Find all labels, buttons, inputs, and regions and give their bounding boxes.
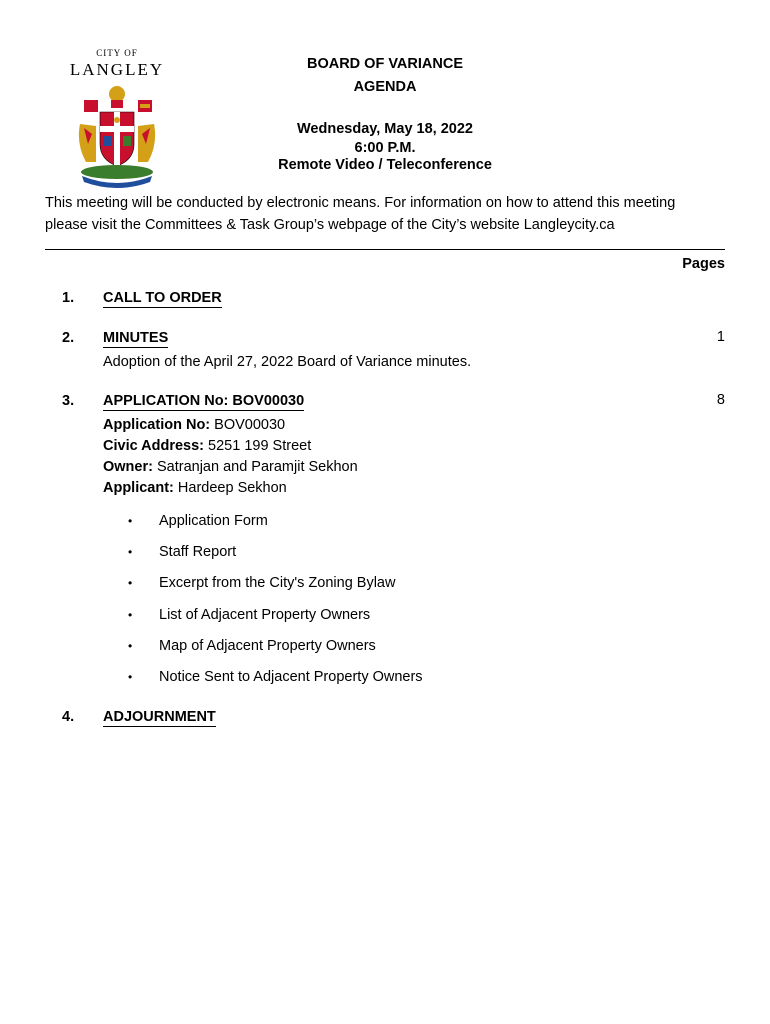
bullet-icon: • (128, 576, 133, 590)
bullet-icon: • (128, 545, 133, 559)
intro-line-1: This meeting will be conducted by electronic means. For information on how to attend this meeting (45, 195, 676, 211)
item-title-adjournment: ADJOURNMENT (103, 709, 216, 725)
detail-applicant: Applicant: Hardeep Sekhon (103, 480, 287, 496)
attachment-link[interactable]: Excerpt from the City's Zoning Bylaw (159, 575, 396, 591)
logo-city-of: CITY OF (96, 48, 138, 58)
item-number: 2. (62, 330, 75, 346)
agenda-title: AGENDA (353, 79, 417, 95)
detail-owner: Owner: Satranjan and Paramjit Sekhon (103, 459, 358, 475)
city-logo (62, 44, 172, 194)
logo-city-name: LANGLEY (69, 60, 165, 79)
bullet-icon: • (128, 608, 133, 622)
item-title-call-to-order: CALL TO ORDER (103, 290, 222, 306)
meeting-location: Remote Video / Teleconference (278, 157, 492, 173)
intro-line-2: please visit the Committees & Task Group’s webpage of the City’s website Langleycity.ca (45, 217, 615, 233)
meeting-time: 6:00 P.M. (354, 140, 416, 156)
detail-civic-address: Civic Address: 5251 199 Street (103, 438, 312, 454)
attachment-link[interactable]: Map of Adjacent Property Owners (159, 638, 376, 654)
minutes-description: Adoption of the April 27, 2022 Board of Variance minutes. (103, 354, 472, 370)
attachment-link[interactable]: List of Adjacent Property Owners (159, 607, 371, 623)
pages-header: Pages (682, 256, 725, 272)
item-title-application: APPLICATION No: BOV00030 (103, 393, 305, 409)
intro-paragraph (45, 192, 725, 236)
item-title-minutes: MINUTES (103, 330, 169, 346)
item-number: 3. (62, 393, 75, 409)
attachment-link[interactable]: Staff Report (159, 544, 237, 560)
bullet-icon: • (128, 514, 133, 528)
item-page-number: 1 (716, 329, 725, 345)
item-number: 1. (62, 290, 75, 306)
board-title: BOARD OF VARIANCE (306, 56, 463, 72)
bullet-icon: • (128, 639, 133, 653)
bullet-icon: • (128, 670, 133, 684)
attachment-link[interactable]: Application Form (159, 513, 268, 529)
divider (45, 249, 725, 250)
item-number: 4. (62, 709, 75, 725)
crest-icon (62, 44, 172, 194)
item-page-number: 8 (716, 392, 725, 408)
detail-application-no: Application No: BOV00030 (103, 417, 286, 433)
attachment-link[interactable]: Notice Sent to Adjacent Property Owners (159, 669, 423, 685)
meeting-date: Wednesday, May 18, 2022 (297, 121, 473, 137)
